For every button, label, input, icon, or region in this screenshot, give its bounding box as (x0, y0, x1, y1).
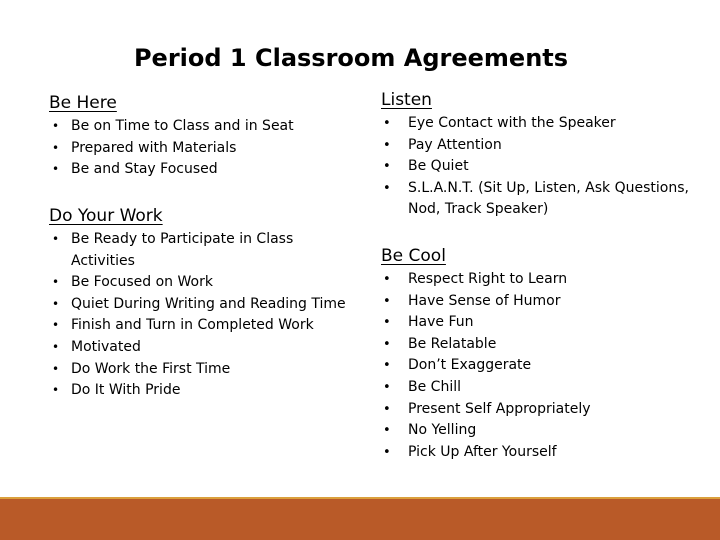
bullet-icon: • (52, 296, 60, 311)
bullet-icon: • (383, 444, 391, 460)
heading-do-your-work: Do Your Work (49, 206, 163, 226)
list-item: • Quiet During Writing and Reading Time (49, 294, 369, 316)
bullet-icon: • (52, 318, 60, 333)
bullet-icon: • (52, 232, 60, 246)
list-item: • Finish and Turn in Completed Work (49, 315, 369, 337)
list-item: • Be Quiet (381, 156, 711, 178)
heading-be-here: Be Here (49, 93, 117, 113)
bullet-icon: • (383, 336, 391, 352)
bullet-icon: • (52, 162, 60, 177)
footer-bar (0, 497, 720, 540)
list-item: • Present Self Appropriately (381, 399, 711, 421)
list-item: • Do Work the First Time (49, 359, 369, 381)
bullet-icon: • (383, 272, 391, 287)
do-your-work-list (49, 229, 369, 402)
listen-list (381, 113, 711, 221)
list-item: • Do It With Pride (49, 380, 369, 402)
list-item: • Be and Stay Focused (49, 159, 369, 181)
be-cool-list (381, 269, 711, 463)
bullet-icon: • (383, 159, 391, 175)
bullet-icon: • (52, 361, 60, 376)
list-item: • Eye Contact with the Speaker (381, 113, 711, 135)
be-here-list (49, 116, 369, 181)
bullet-icon: • (383, 358, 391, 374)
list-item: • Have Fun (381, 312, 711, 334)
bullet-icon: • (52, 140, 60, 155)
list-item: • No Yelling (381, 420, 711, 442)
list-item: • Have Sense of Humor (381, 291, 711, 313)
bullet-icon: • (383, 116, 391, 131)
list-item: • Be on Time to Class and in Seat (49, 116, 369, 138)
list-item: • S.L.A.N.T. (Sit Up, Listen, Ask Questions, Nod, Track Speaker) (383, 179, 689, 218)
list-item: • Motivated (49, 337, 369, 359)
heading-be-cool: Be Cool (381, 246, 446, 266)
list-item: • Pay Attention (381, 135, 711, 157)
heading-listen: Listen (381, 90, 432, 110)
list-item: • Pick Up After Yourself (381, 442, 711, 464)
bullet-icon: • (52, 383, 60, 398)
footer-accent-line (0, 497, 720, 499)
list-item: • Be Relatable (381, 334, 711, 356)
bullet-icon: • (52, 275, 60, 290)
page-title: Period 1 Classroom Agreements (133, 44, 569, 72)
bullet-icon: • (383, 293, 391, 309)
list-item: • Be Ready to Participate in Class Activities (52, 231, 294, 269)
bullet-icon: • (383, 423, 391, 439)
list-item: • Don’t Exaggerate (381, 355, 711, 377)
list-item: • Prepared with Materials (49, 138, 369, 160)
bullet-icon: • (383, 401, 391, 417)
bullet-icon: • (383, 180, 391, 196)
list-item: • Be Chill (381, 377, 711, 399)
bullet-icon: • (383, 137, 391, 153)
list-item: • Be Focused on Work (49, 272, 369, 294)
bullet-icon: • (52, 119, 60, 133)
bullet-icon: • (383, 379, 391, 395)
bullet-icon: • (383, 315, 391, 331)
bullet-icon: • (52, 339, 60, 354)
list-item: • Respect Right to Learn (381, 269, 711, 291)
